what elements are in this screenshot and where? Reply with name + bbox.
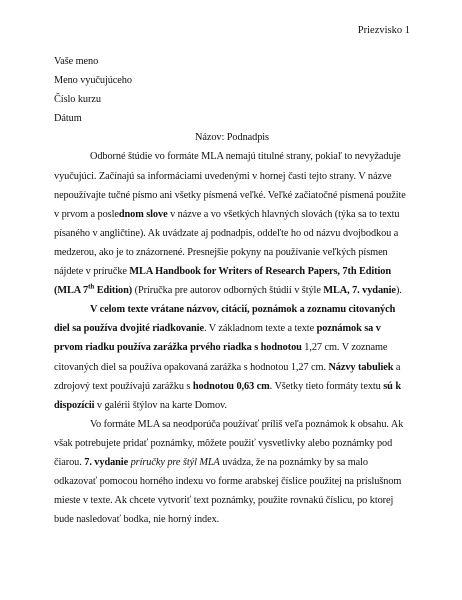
bold-run: Edition) [94, 285, 133, 297]
text-run: . Všetky tieto formáty textu [269, 380, 384, 392]
document-body [54, 52, 410, 529]
text-run: 1,27 cm. V zozname citovaných diel sa používa opakovaná zarážka s hodnotou 1,27 cm. [54, 342, 388, 373]
text-run: a zdrojový text používajú zarážku s [54, 361, 401, 392]
bold-run: MLA, 7. vydanie [323, 285, 396, 297]
running-head: Priezvisko 1 [357, 25, 410, 36]
bold-run: V celom texte vrátane názvov, citácií, poznámok a zoznamu citovaných diel sa používa dvojité riadkovanie [54, 304, 396, 335]
body-paragraph-3 [54, 415, 410, 530]
instructor-name: Meno vyučujúceho [54, 75, 132, 87]
bold-run: MLA Handbook for Writers of Research Papers, 7th Edition (MLA 7 [54, 266, 392, 297]
bold-run: sú k dispozícii [54, 380, 401, 411]
author-name: Vaše meno [54, 56, 99, 67]
document-date: Dátum [54, 113, 82, 125]
text-run: . V základnom texte a texte [203, 323, 317, 335]
italic-run: príručky pre štýl MLA [130, 456, 220, 468]
bold-run: 7. vydanie [84, 456, 129, 468]
paper-title: Názov: Podnadpis [195, 132, 269, 144]
course-number: Číslo kurzu [54, 94, 101, 106]
text-run: Odborné štúdie vo formáte MLA nemajú titulné strany, pokiaľ to nevyžaduje vyučujúci. Začínajú sa informáciami uvedenými v hornej časti tejto strany. V názve nepoužívajte tučné písmo ani všetky písmená veľké. Veľké začiatočné písmená použite v prvom a posle [54, 151, 406, 220]
text-run: v názve a vo všetkých hlavných slovách (týka sa to textu písaného v angličtine). Ak uvádzate aj podnadpis, oddeľte ho od názvu dvojbodkou a medzerou, ako je to znázornené. Presnejšie pokyny na používanie veľkých písmen nájdete v príručke [54, 208, 400, 278]
superscript: th [88, 282, 95, 291]
bold-run: dnom slove [118, 208, 168, 220]
text-run: Vo formáte MLA sa neodporúča používať príliš veľa poznámok k obsahu. Ak však potrebujete pridať poznámky, môžete použiť vysvetlivky alebo poznámky pod čiarou. [54, 418, 404, 468]
body-paragraph-1 [54, 147, 410, 300]
body-paragraph-2 [54, 300, 410, 415]
text-run: v galérii štýlov na karte Domov. [94, 399, 227, 411]
text-run: ). [395, 285, 402, 297]
bold-run: Názvy tabuliek [328, 361, 394, 373]
text-run: uvádza, že na poznámky by sa malo odkazovať pomocou horného indexu vo forme arabskej číslice použitej na príslušnom mieste v texte. Ak chcete vytvoriť text poznámky, použite rovnakú číslicu, po ktorej bude nasledovať bodka, nie horný index. [54, 456, 402, 526]
bold-run: hodnotou 0,63 cm [192, 380, 270, 392]
text-run: (Príručka pre autorov odborných štúdií v štýle [132, 285, 324, 297]
bold-run: poznámok sa v prvom riadku používa zarážka prvého riadka s hodnotou [54, 323, 381, 354]
